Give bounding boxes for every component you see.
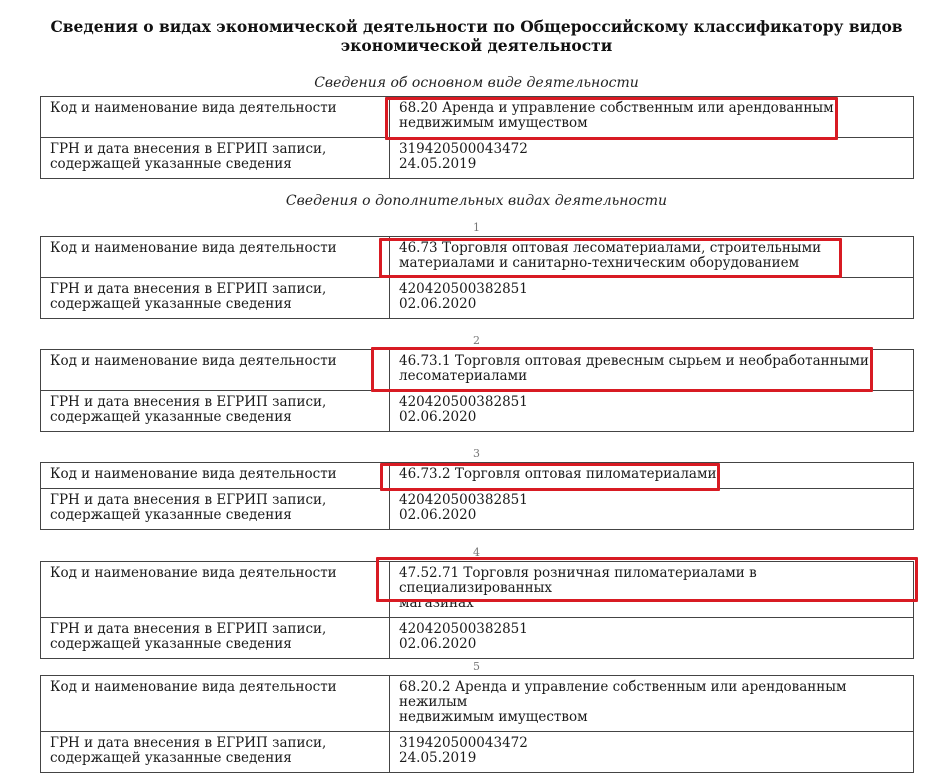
grn-date: 02.06.2020 [399,636,477,652]
additional-activity-table [40,675,914,773]
additional-activity-table [40,236,914,319]
table-row [41,237,914,278]
page-title [0,17,933,55]
grn-number: 420420500382851 [399,621,528,637]
additional-activity-table [40,561,914,659]
additional-activity-table [40,462,914,530]
grn-date: 24.05.2019 [399,750,477,766]
additional-activities-heading: Сведения о дополнительных видах деятельности [285,193,668,209]
grn-value [390,618,914,659]
grn-date: 02.06.2020 [399,409,477,425]
value-line: 46.73.1 Торговля оптовая древесным сырьем и необработанными [399,353,869,369]
block-number: 4 [473,546,480,559]
block-number: 3 [473,447,480,460]
table-row [41,350,914,391]
activity-code-value [390,463,914,489]
label-line: ГРН и дата внесения в ЕГРИП записи, [50,281,327,297]
table-row [41,732,914,773]
grn-number: 319420500043472 [399,735,528,751]
grn-value [390,138,914,179]
label-line: ГРН и дата внесения в ЕГРИП записи, [50,141,327,157]
label-line: содержащей указанные сведения [50,409,292,425]
table-row [41,463,914,489]
grn-number: 420420500382851 [399,281,528,297]
grn-number: 420420500382851 [399,394,528,410]
table-row [41,138,914,179]
label-line: ГРН и дата внесения в ЕГРИП записи, [50,735,327,751]
label-line: ГРН и дата внесения в ЕГРИП записи, [50,492,327,508]
value-line: 68.20 Аренда и управление собственным или арендованным [399,100,834,116]
grn-label [41,278,390,319]
activity-code-label: Код и наименование вида деятельности [41,237,390,278]
value-line: лесоматериалами [399,368,528,384]
table-row [41,676,914,732]
grn-number: 319420500043472 [399,141,528,157]
value-line: 46.73 Торговля оптовая лесоматериалами, строительными [399,240,822,256]
activity-code-value [390,237,914,278]
activity-code-label: Код и наименование вида деятельности [41,350,390,391]
grn-date: 02.06.2020 [399,296,477,312]
grn-value [390,391,914,432]
table-row [41,278,914,319]
grn-date: 24.05.2019 [399,156,477,172]
label-line: содержащей указанные сведения [50,156,292,172]
value-line: магазинах [399,595,474,611]
value-line: недвижимым имуществом [399,709,588,725]
value-line: недвижимым имуществом [399,115,588,131]
main-activity-table [40,96,914,179]
activity-code-value [390,350,914,391]
grn-value [390,489,914,530]
activity-code-value [390,676,914,732]
label-line: содержащей указанные сведения [50,507,292,523]
block-number: 2 [473,334,480,347]
label-line: содержащей указанные сведения [50,636,292,652]
grn-label [41,138,390,179]
label-line: содержащей указанные сведения [50,750,292,766]
main-activity-heading: Сведения об основном виде деятельности [314,75,639,91]
table-row [41,391,914,432]
activity-code-label: Код и наименование вида деятельности [41,463,390,489]
table-row [41,489,914,530]
grn-value [390,732,914,773]
activity-code-label: Код и наименование вида деятельности [41,676,390,732]
activity-code-label: Код и наименование вида деятельности [41,562,390,618]
table-row [41,618,914,659]
additional-activity-table [40,349,914,432]
table-row [41,97,914,138]
grn-number: 420420500382851 [399,492,528,508]
page-title-line2: экономической деятельности [340,36,613,55]
label-line: ГРН и дата внесения в ЕГРИП записи, [50,621,327,637]
grn-label [41,489,390,530]
table-row [41,562,914,618]
value-line: 46.73.2 Торговля оптовая пиломатериалами [399,466,717,482]
page-title-line1: Сведения о видах экономической деятельности по Общероссийскому классификатору видов [50,17,903,36]
value-line: материалами и санитарно-техническим оборудованием [399,255,800,271]
block-number: 5 [473,660,480,673]
grn-label [41,391,390,432]
grn-date: 02.06.2020 [399,507,477,523]
block-number: 1 [473,221,480,234]
grn-label [41,732,390,773]
value-line: 68.20.2 Аренда и управление собственным или арендованным нежилым [399,679,847,710]
activity-code-label: Код и наименование вида деятельности [41,97,390,138]
grn-value [390,278,914,319]
label-line: ГРН и дата внесения в ЕГРИП записи, [50,394,327,410]
label-line: содержащей указанные сведения [50,296,292,312]
activity-code-value [390,97,914,138]
value-line: 47.52.71 Торговля розничная пиломатериалами в специализированных [399,565,757,596]
grn-label [41,618,390,659]
activity-code-value [390,562,914,618]
